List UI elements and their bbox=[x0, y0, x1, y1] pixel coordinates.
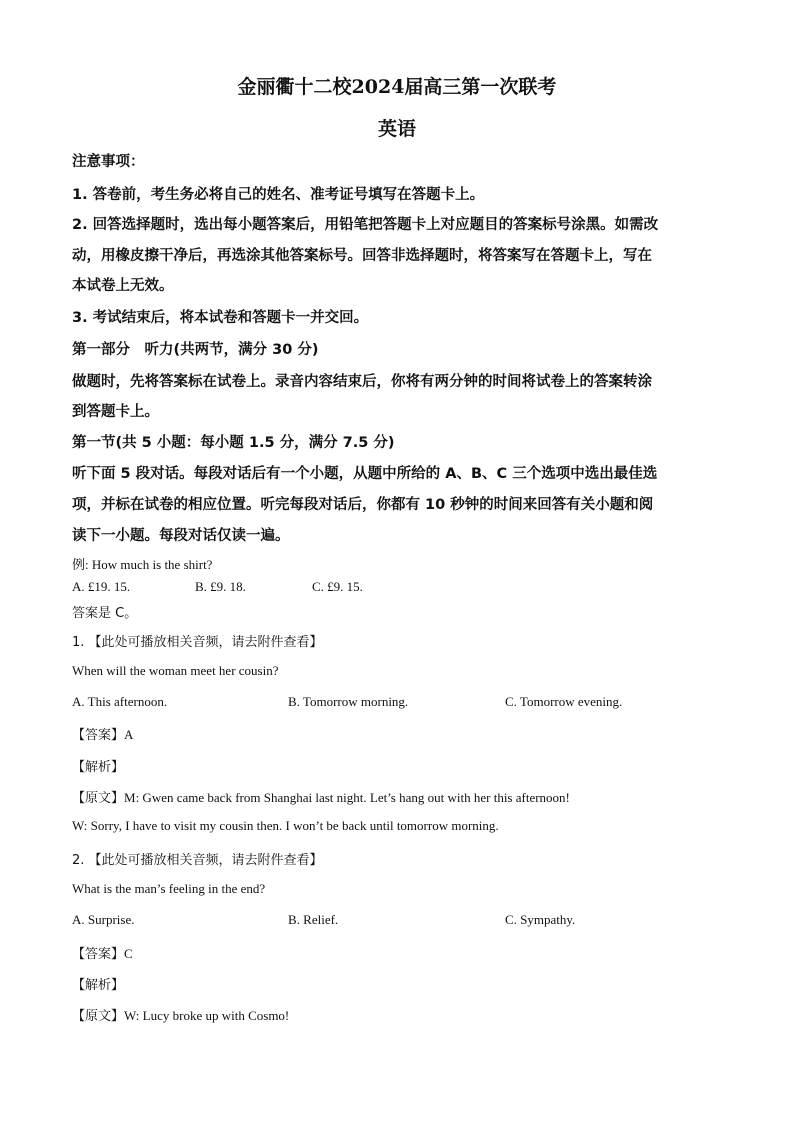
q2-option-c: C. Sympathy. bbox=[505, 912, 576, 927]
example-option-a: A. £19. 15. bbox=[72, 579, 131, 594]
section-1-instruction-line-1: 听下面 5 段对话。每段对话后有一个小题，从题中所给的 A、B、C 三个选项中选出最佳选 bbox=[72, 466, 658, 482]
q1-original-label: 【原文】 bbox=[72, 791, 125, 806]
notice-item-2-line-1: 2. 回答选择题时，选出每小题答案后，用铅笔把答题卡上对应题目的答案标号涂黑。如需改 bbox=[72, 217, 659, 233]
notice-heading: 注意事项： bbox=[72, 154, 145, 170]
notice-item-2-line-3: 本试卷上无效。 bbox=[72, 278, 174, 294]
q1-answer-row bbox=[72, 724, 133, 744]
q1-audio-note: 1. 【此处可播放相关音频，请去附件查看】 bbox=[72, 635, 323, 650]
q2-answer-value: C bbox=[124, 946, 133, 961]
example-option-c: C. £9. 15. bbox=[312, 579, 363, 594]
example-option-b: B. £9. 18. bbox=[195, 579, 246, 594]
notice-item-3: 3. 考试结束后，将本试卷和答题卡一并交回。 bbox=[72, 310, 369, 326]
q2-original-label: 【原文】 bbox=[72, 1009, 125, 1024]
q1-question: When will the woman meet her cousin? bbox=[72, 663, 279, 678]
q1-option-a: A. This afternoon. bbox=[72, 694, 168, 709]
example-question: 例: How much is the shirt? bbox=[72, 557, 213, 572]
example-answer: 答案是 C。 bbox=[72, 606, 138, 621]
q1-original-line-2: W: Sorry, I have to visit my cousin then. I won’t be back until tomorrow morning. bbox=[72, 818, 499, 833]
exam-title: 金丽衢十二校2024届高三第一次联考 bbox=[237, 76, 557, 98]
q2-analysis-label: 【解析】 bbox=[72, 978, 125, 993]
section-1-heading: 第一节(共 5 小题：每小题 1.5 分，满分 7.5 分) bbox=[72, 435, 395, 451]
q1-answer-value: A bbox=[124, 727, 134, 742]
q2-question: What is the man’s feeling in the end? bbox=[72, 881, 266, 896]
section-1-instruction-line-2: 项，并标在试卷的相应位置。听完每段对话后，你都有 10 秒钟的时间来回答有关小题和阅 bbox=[72, 497, 654, 513]
q1-answer-label: 【答案】 bbox=[72, 728, 125, 743]
q2-option-a: A. Surprise. bbox=[72, 912, 135, 927]
q2-original-line-1 bbox=[72, 1005, 289, 1025]
q2-answer-row bbox=[72, 943, 133, 963]
q2-answer-label: 【答案】 bbox=[72, 947, 125, 962]
notice-item-1: 1. 答卷前，考生务必将自己的姓名、准考证号填写在答题卡上。 bbox=[72, 187, 485, 203]
part-1-instruction-line-2: 到答题卡上。 bbox=[72, 404, 159, 420]
q1-original-text-1: M: Gwen came back from Shanghai last night. Let’s hang out with her this afternoon! bbox=[124, 790, 570, 805]
q1-original-line-1 bbox=[72, 787, 570, 807]
subject-title: 英语 bbox=[377, 118, 416, 140]
q1-analysis-label: 【解析】 bbox=[72, 760, 125, 775]
q2-option-b: B. Relief. bbox=[288, 912, 339, 927]
q1-option-c: C. Tomorrow evening. bbox=[505, 694, 623, 709]
notice-item-2-line-2: 动，用橡皮擦干净后，再选涂其他答案标号。回答非选择题时，将答案写在答题卡上，写在 bbox=[72, 248, 652, 264]
q2-original-text-1: W: Lucy broke up with Cosmo! bbox=[124, 1008, 290, 1023]
q2-audio-note: 2. 【此处可播放相关音频，请去附件查看】 bbox=[72, 853, 323, 868]
section-1-instruction-line-3: 读下一小题。每段对话仅读一遍。 bbox=[72, 528, 290, 544]
part-1-heading: 第一部分 听力(共两节，满分 30 分) bbox=[72, 342, 319, 358]
part-1-instruction-line-1: 做题时，先将答案标在试卷上。录音内容结束后，你将有两分钟的时间将试卷上的答案转涂 bbox=[72, 374, 652, 390]
q1-option-b: B. Tomorrow morning. bbox=[288, 694, 409, 709]
